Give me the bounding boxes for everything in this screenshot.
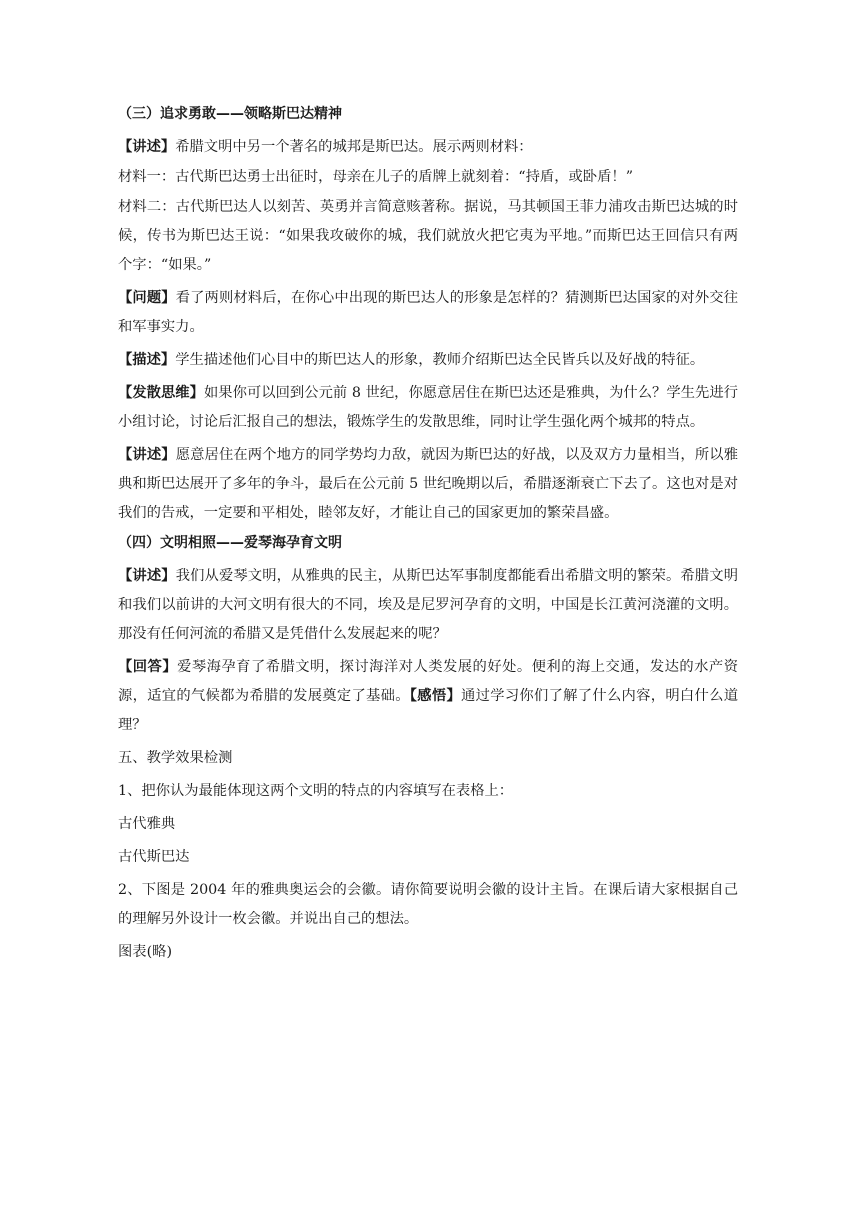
paragraph-text: 看了两则材料后，在你心中出现的斯巴达人的形象是怎样的？猜测斯巴达国家的对外交往和军事实力。 [118,290,738,335]
question-2: 2、下图是 2004 年的雅典奥运会的会徽。请你简要说明会徽的设计主旨。在课后请大家根据自己的理解另外设计一枚会徽。并说出自己的想法。 [118,882,738,927]
tag-label: 【问题】 [118,290,176,306]
paragraph-answer [118,653,738,740]
paragraph-question [118,284,738,342]
table-row-sparta: 古代斯巴达 [118,849,190,865]
tag-label: 【描述】 [118,352,176,368]
paragraph-text: 如果你可以回到公元前 8 世纪，你愿意居住在斯巴达还是雅典，为什么？学生先进行小组讨论，讨论后汇报自己的想法，锻炼学生的发散思维，同时让学生强化两个城邦的特点。 [118,385,738,430]
section-heading-5: 五、教学效果检测 [118,750,233,766]
tag-label: 【发散思维】 [118,385,204,401]
tag-label-insight: 【感悟】 [409,688,462,704]
section-heading-3: （三）追求勇敢——领略斯巴达精神 [118,106,342,122]
paragraph-text: 我们从爱琴文明，从雅典的民主，从斯巴达军事制度都能看出希腊文明的繁荣。希腊文明和我们以前讲的大河文明有很大的不同，埃及是尼罗河孕育的文明，中国是长江黄河浇灌的文明。那没有任何河流的希腊又是凭借什么发展起来的呢？ [118,568,738,642]
table-row-athens: 古代雅典 [118,816,176,832]
tag-label: 【讲述】 [118,568,176,584]
section-heading-4: （四）文明相照——爱琴海孕育文明 [118,535,342,551]
paragraph-narration-3 [118,562,738,649]
question-1: 1、把你认为最能体现这两个文明的特点的内容填写在表格上： [118,783,514,799]
paragraph-material-2: 材料二：古代斯巴达人以刻苦、英勇并言简意赅著称。据说，马其顿国王菲力浦攻击斯巴达城的时候，传书为斯巴达王说：“如果我攻破你的城，我们就放火把它夷为平地。”而斯巴达王回信只有两个字：“如果。” [118,199,738,273]
paragraph-text: 愿意居住在两个地方的同学势均力敌，就因为斯巴达的好战，以及双方力量相当，所以雅典和斯巴达展开了多年的争斗，最后在公元前 5 世纪晚期以后，希腊逐渐衰亡下去了。这也对是对我们的告戒，一定要和平相处，睦邻友好，才能让自己的国家更加的繁荣昌盛。 [118,447,738,521]
paragraph-description [118,346,738,375]
figure-placeholder: 图表(略) [118,944,173,960]
tag-label: 【讲述】 [118,447,176,463]
paragraph-narration-1 [118,133,738,162]
paragraph-divergent-thinking [118,379,738,437]
document-body [118,100,738,971]
paragraph-text: 学生描述他们心目中的斯巴达人的形象，教师介绍斯巴达全民皆兵以及好战的特征。 [175,352,705,368]
paragraph-narration-2 [118,441,738,528]
paragraph-material-1: 材料一：古代斯巴达勇士出征时，母亲在儿子的盾牌上就刻着：“持盾，或卧盾！” [118,169,634,185]
tag-label: 【讲述】 [118,139,176,155]
paragraph-text-insight: 通过学习你们了解了什么内容，明白什么道理？ [118,688,738,733]
tag-label: 【回答】 [118,659,178,675]
paragraph-text: 爱琴海孕育了希腊文明，探讨海洋对人类发展的好处。便利的海上交通，发达的水产资源，适宜的气候都为希腊的发展奠定了基础。 [118,659,738,704]
paragraph-text: 希腊文明中另一个著名的城邦是斯巴达。展示两则材料： [175,139,533,155]
